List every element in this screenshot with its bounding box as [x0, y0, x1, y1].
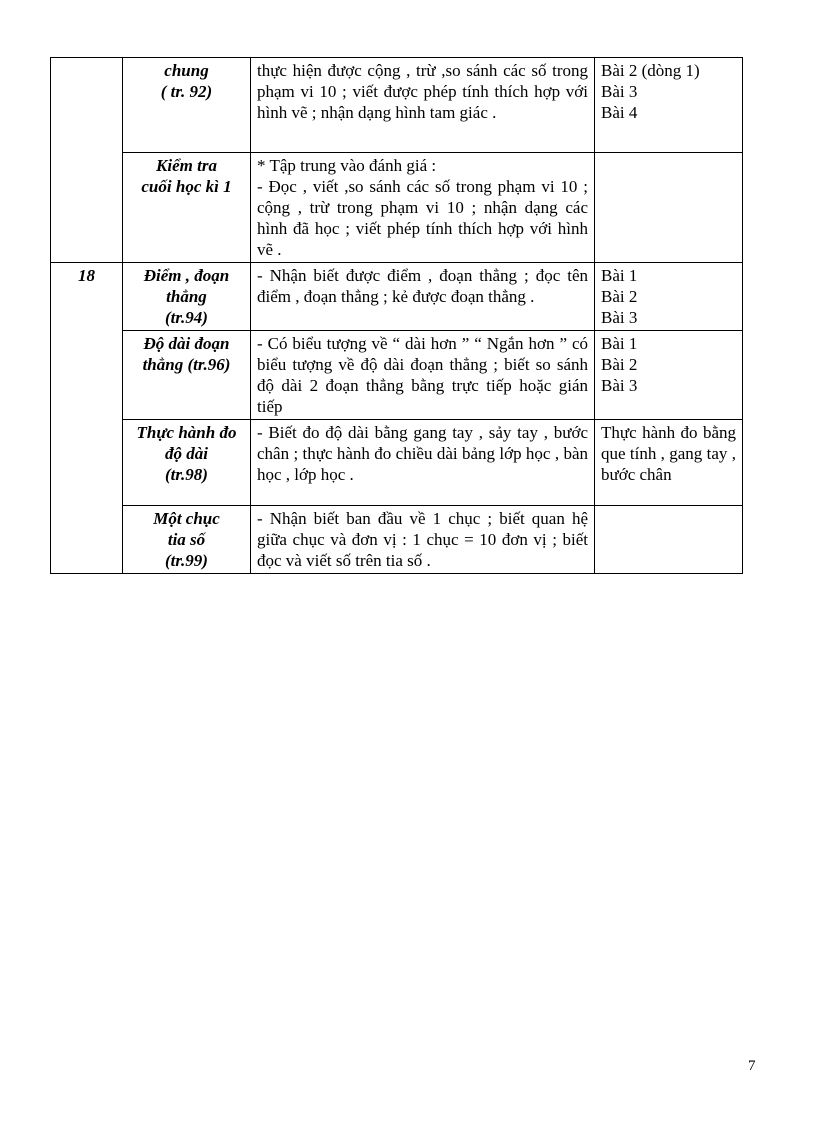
exercise-item: Bài 2 — [601, 355, 638, 374]
lesson-name-line: chung — [164, 61, 209, 80]
exercises-cell — [595, 153, 743, 263]
table-row — [51, 331, 743, 420]
lesson-page-ref: (tr.98) — [165, 465, 208, 484]
lesson-name-line: thẳng — [166, 287, 207, 306]
table-row — [51, 506, 743, 574]
table-row — [51, 263, 743, 331]
lesson-name-cell — [123, 420, 251, 506]
requirement-cell: - Nhận biết được điểm , đoạn thẳng ; đọc tên điểm , đoạn thẳng ; kẻ được đoạn thẳng . — [251, 263, 595, 331]
exercise-item: Bài 4 — [601, 103, 638, 122]
lesson-name-line: Điểm , đoạn — [143, 266, 230, 285]
exercise-item: Bài 3 — [601, 376, 638, 395]
requirement-cell: - Nhận biết ban đầu về 1 chục ; biết quan hệ giữa chục và đơn vị : 1 chục = 10 đơn vị ; biết đọc và viết số trên tia số . — [251, 506, 595, 574]
requirement-cell: - Biết đo độ dài bằng gang tay , sảy tay , bước chân ; thực hành đo chiều dài bảng lớp học , bàn học , lớp học . — [251, 420, 595, 506]
exercise-item: Bài 1 — [601, 334, 638, 353]
requirement-text: - Đọc , viết ,so sánh các số trong phạm vi 10 ; cộng , trừ trong phạm vi 10 ; nhận dạng các hình đã học ; viết phép tính thích hợp với hình vẽ . — [257, 177, 588, 259]
lesson-name-cell — [123, 58, 251, 153]
requirement-cell: thực hiện được cộng , trừ ,so sánh các số trong phạm vi 10 ; viết được phép tính thích hợp với hình vẽ ; nhận dạng hình tam giác . — [251, 58, 595, 153]
exercise-item: Bài 2 (dòng 1) — [601, 61, 700, 80]
lesson-page-ref: ( tr. 92) — [160, 82, 213, 101]
page-number: 7 — [748, 1058, 756, 1074]
lesson-name-line: Độ dài đoạn — [143, 334, 230, 353]
lesson-name-line: độ dài — [165, 444, 208, 463]
exercises-cell — [595, 263, 743, 331]
lesson-name-line: Kiểm tra — [156, 156, 217, 175]
lesson-plan-table — [50, 57, 743, 574]
exercises-cell — [595, 331, 743, 420]
lesson-name-line: Một chục — [153, 509, 220, 528]
exercise-item: Bài 3 — [601, 308, 638, 327]
requirement-cell — [251, 153, 595, 263]
exercises-cell — [595, 58, 743, 153]
exercise-item: Bài 2 — [601, 287, 638, 306]
lesson-name-line: tia số — [167, 530, 206, 549]
lesson-name-cell — [123, 263, 251, 331]
lesson-name-line: cuối học kì 1 — [141, 177, 232, 196]
requirement-cell: - Có biểu tượng về “ dài hơn ” “ Ngắn hơn ” có biểu tượng về độ dài đoạn thẳng ; biết so sánh độ dài 2 đoạn thẳng bằng trực tiếp hoặc gián tiếp — [251, 331, 595, 420]
table-row — [51, 153, 743, 263]
exercises-cell: Thực hành đo bằng que tính , gang tay , bước chân — [595, 420, 743, 506]
lesson-page-ref: (tr.94) — [165, 308, 208, 327]
table-row — [51, 420, 743, 506]
exercise-item: Bài 3 — [601, 82, 638, 101]
lesson-page-ref: (tr.99) — [165, 551, 208, 570]
lesson-name-line: thẳng (tr.96) — [142, 355, 231, 374]
week-number: 18 — [51, 263, 123, 574]
table-row — [51, 58, 743, 153]
exercises-cell — [595, 506, 743, 574]
exercise-item: Bài 1 — [601, 266, 638, 285]
week-cell — [51, 58, 123, 263]
requirement-heading: * Tập trung vào đánh giá : — [257, 156, 437, 175]
lesson-name-cell — [123, 153, 251, 263]
lesson-name-cell — [123, 506, 251, 574]
lesson-name-line: Thực hành đo — [136, 423, 237, 442]
lesson-name-cell — [123, 331, 251, 420]
